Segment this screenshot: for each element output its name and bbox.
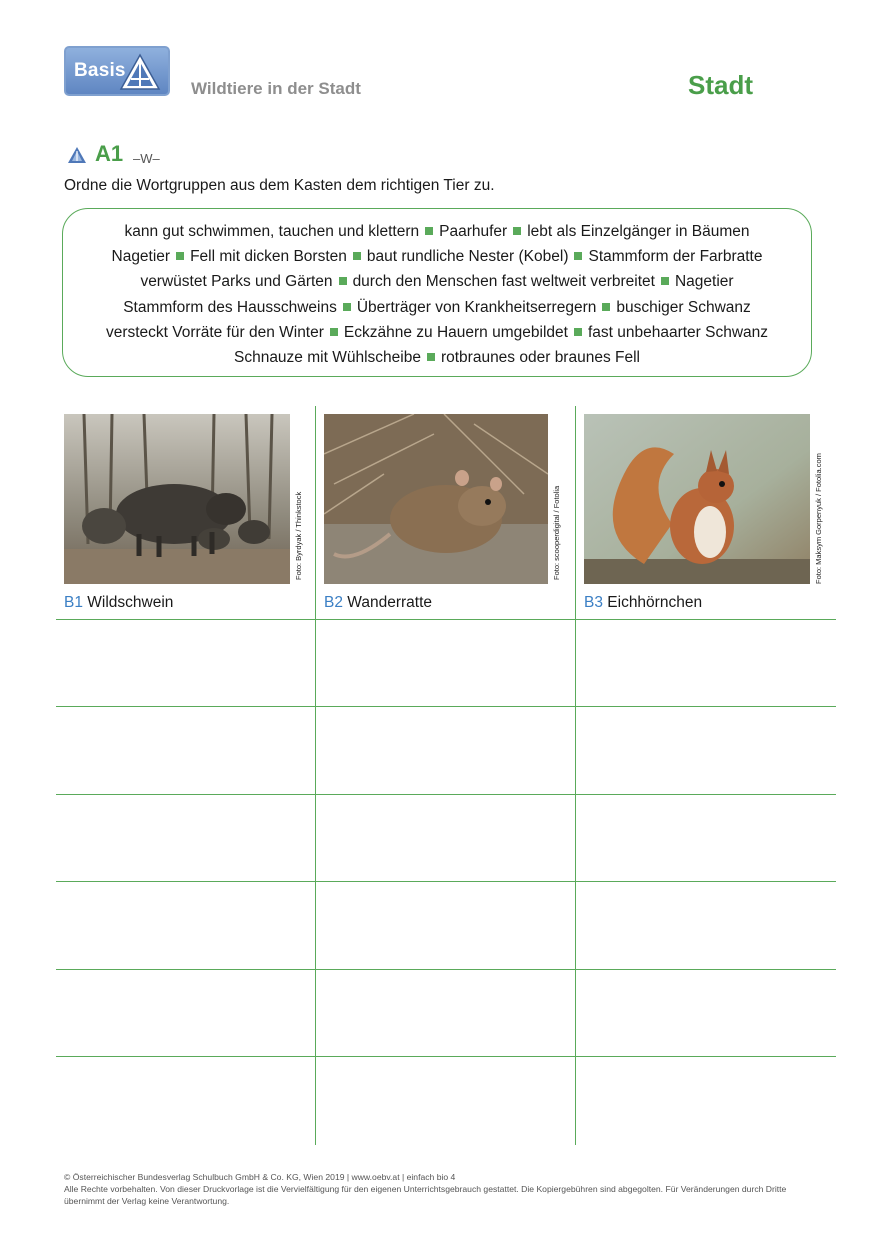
word-box-line — [77, 269, 797, 294]
footer-copyright: © Österreichischer Bundesverlag Schulbuch GmbH & Co. KG, Wien 2019 | www.oebv.at | einfach bio 4 — [64, 1172, 456, 1182]
word-group: buschiger Schwanz — [616, 298, 751, 316]
word-box-line — [77, 244, 797, 269]
word-box-line — [77, 219, 797, 244]
word-box-lines — [77, 219, 797, 370]
photo-eichhoernchen — [584, 414, 810, 584]
worksheet-subtitle: Wildtiere in der Stadt — [191, 79, 361, 98]
word-group: Eckzähne zu Hauern umgebildet — [343, 323, 568, 341]
green-square-separator-icon — [343, 303, 351, 311]
photo-credit: Foto: Byrdyak / Thinkstock — [294, 491, 303, 580]
row-line — [56, 969, 836, 970]
row-line — [56, 881, 836, 882]
word-group: Stammform der Farbratte — [588, 248, 763, 266]
row-line — [56, 794, 836, 795]
green-square-separator-icon — [339, 277, 347, 285]
word-group: fast unbehaarter Schwanz — [587, 323, 769, 341]
caption-b3 — [584, 594, 702, 612]
column-divider — [575, 406, 576, 1145]
caption-code: B3 — [584, 594, 603, 611]
green-square-separator-icon — [353, 252, 361, 260]
logo-text: Basis — [74, 60, 126, 81]
green-square-separator-icon — [574, 328, 582, 336]
caption-b1 — [64, 594, 173, 612]
green-square-separator-icon — [602, 303, 610, 311]
caption-name: Eichhörnchen — [607, 594, 703, 611]
green-square-separator-icon — [176, 252, 184, 260]
task-instruction: Ordne die Wortgruppen aus dem Kasten dem richtigen Tier zu. — [64, 177, 495, 194]
green-square-separator-icon — [513, 227, 521, 235]
word-group: Schnauze mit Wühlscheibe — [233, 349, 421, 367]
word-group: kann gut schwimmen, tauchen und klettern — [124, 223, 420, 240]
word-group: Stammform des Hausschweins — [123, 298, 337, 316]
column-divider — [315, 406, 316, 1145]
green-square-separator-icon — [574, 252, 582, 260]
word-group: Fell mit dicken Borsten — [190, 248, 347, 266]
word-group: Überträger von Krankheitserregern — [356, 298, 597, 316]
caption-name: Wildschwein — [87, 594, 174, 611]
triangle-logo-icon — [118, 52, 162, 92]
row-line — [56, 1056, 836, 1057]
word-group: baut rundliche Nester (Kobel) — [366, 248, 569, 266]
word-group: versteckt Vorräte für den Winter — [105, 323, 324, 341]
task-tag: –W– — [133, 151, 160, 166]
word-box-line — [77, 345, 797, 370]
word-group: lebt als Einzelgänger in Bäumen — [527, 223, 750, 240]
level-triangle-icon — [67, 146, 87, 164]
basis-logo — [64, 46, 170, 96]
word-box-line — [77, 295, 797, 320]
row-line — [56, 619, 836, 620]
footer — [64, 1171, 824, 1207]
word-box — [62, 208, 812, 377]
word-group: durch den Menschen fast weltweit verbreitet — [352, 273, 655, 291]
green-square-separator-icon — [661, 277, 669, 285]
caption-code: B1 — [64, 594, 83, 611]
topic-title: Stadt — [688, 70, 753, 100]
caption-name: Wanderratte — [347, 594, 432, 611]
word-group: Nagetier — [674, 273, 734, 291]
word-group: rotbraunes oder braunes Fell — [440, 349, 640, 367]
word-group: Paarhufer — [439, 223, 508, 240]
word-group: Nagetier — [111, 248, 171, 266]
green-square-separator-icon — [427, 353, 435, 361]
green-square-separator-icon — [330, 328, 338, 336]
photo-credit: Foto: Maksym Gorpenyuk / Fotolia.com — [814, 453, 823, 584]
task-number: A1 — [95, 141, 124, 166]
photo-wildschwein — [64, 414, 290, 584]
caption-code: B2 — [324, 594, 343, 611]
green-square-separator-icon — [425, 227, 433, 235]
photo-credit: Foto: scooperdigital / Fotolia — [552, 485, 561, 580]
footer-rights: Alle Rechte vorbehalten. Von dieser Druckvorlage ist die Vervielfältigung für den eigenen Unterrichtsgebrauch gestattet. Die Kopiergebühren sind abgegolten. Für Veränderungen durch Dritte übernimmt der Verlag keine Verantwortung. — [64, 1184, 787, 1206]
word-group: verwüstet Parks und Gärten — [140, 273, 333, 291]
row-line — [56, 706, 836, 707]
word-box-line — [77, 320, 797, 345]
photo-wanderratte — [324, 414, 548, 584]
caption-b2 — [324, 594, 432, 612]
